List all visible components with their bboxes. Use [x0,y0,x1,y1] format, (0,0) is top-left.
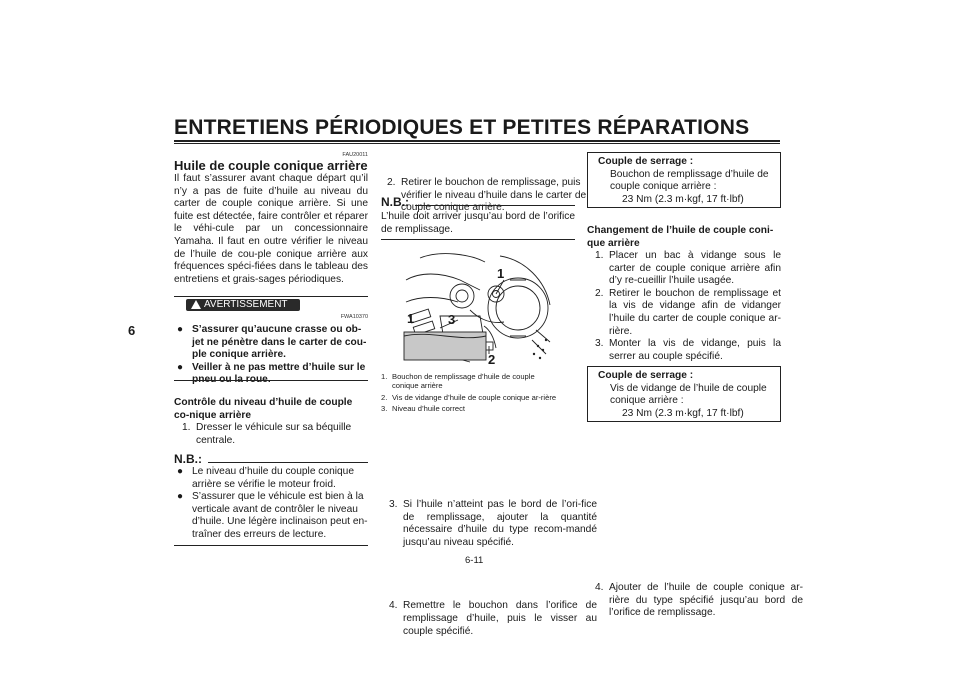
change-step-2: 2. Retirer le bouchon de remplissage et la vis de vidange afin de vidanger l’huile du carter de couple conique ar-rière. [595,287,781,337]
torque-item: Vis de vidange de l’huile de couple conique arrière : [610,382,767,407]
nb-rule [208,462,368,463]
callout-label: 1 [497,266,505,281]
section-code: FAU20011 [342,152,368,158]
torque-item: Bouchon de remplissage d’huile de couple conique arrière : [610,168,769,193]
step-number: 1. [182,422,191,433]
step-number: 2. [387,177,396,189]
warning-list [174,324,368,387]
warning-badge [186,299,300,311]
nb-label: N.B.: [174,452,202,466]
caption-item: 1. Bouchon de remplissage d’huile de couple conique arrière [381,372,535,391]
step-text: Si l’huile n’atteint pas le bord de l’ori-fice de remplissage, ajouter la quantité nécessaire d’huile du type recom-mandé jusqu’au niveau spécifié. [403,498,597,548]
step-text: Remettre le bouchon dans l’orifice de remplissage d’huile, puis le visser au couple spécifié. [403,600,597,637]
note-item: ● Le niveau d’huile du couple conique arrière se vérifie le moteur froid. [174,466,368,491]
caption-item: 3. Niveau d’huile correct [381,404,466,414]
step-text: Ajouter de l’huile de couple conique ar-rière du type spécifié jusqu’au bord de l’orifice de remplissage. [609,582,803,619]
note-item: ● S’assurer que le véhicule est bien à la verticale avant de contrôler le niveau d’huile. Une légère inclinaison peut en-traîner des erreurs de lecture. [174,491,368,541]
check-step-3 [381,499,597,549]
torque-value: 23 Nm (2.3 m·kgf, 17 ft·lbf) [622,407,744,419]
step-text: Dresser le véhicule sur sa béquille centrale. [196,422,352,446]
warning-label: AVERTISSEMENT [204,299,288,310]
callout-label: 1 [407,311,415,326]
drive-unit-figure [400,250,552,368]
nb-end-rule [381,239,575,240]
warning-item: ● Veiller à ne pas mettre d’huile sur le pneu ou la roue. [174,362,368,387]
check-step-1 [174,422,390,447]
torque-title: Couple de serrage : [598,370,694,381]
check-heading: Contrôle du niveau d’huile de couple co-nique arrière [174,397,353,421]
figure-captions [381,372,561,414]
torque-box-2 [587,366,781,422]
step-text: Retirer le bouchon de remplissage, puis vérifier le niveau d’huile dans le carter de couple conique arrière. [401,177,587,214]
change-steps [587,250,781,363]
change-step-4 [587,582,803,620]
chapter-number: 6 [128,323,136,338]
page-number: 6-11 [465,555,484,566]
torque-box-1 [587,152,781,208]
intro-paragraph: Il faut s’assurer avant chaque départ qu’il n’y a pas de fuite d’huile au niveau du carter de couple conique arrière. Si une fuite est détectée, faire contrôler et réparer le véhi-cule par un concessionnaire Yamaha. Il faut en outre vérifier le niveau de l’huile de cou-ple conique arrière aux fréquences spéci-fiées dans le tableau des entretiens et grais-sages périodiques. [174,173,368,285]
callout-label: 3 [448,312,456,327]
nb-label: N.B.: [381,195,409,209]
warning-item: ● S’assurer qu’aucune crasse ou ob-jet ne pénètre dans le carter de cou-ple conique arrière. [174,324,368,362]
nb-list [174,466,368,542]
title-rule [174,140,780,144]
callout-label: 2 [488,352,496,367]
nb-rule [415,205,575,206]
change-heading: Changement de l’huile de couple coni-que arrière [587,225,774,249]
warning-header [174,296,368,312]
nb-end-rule [174,545,368,546]
warning-code: FWA10370 [340,314,368,320]
warning-end-rule [174,380,368,381]
warning-icon [191,300,201,309]
nb-header-2 [381,193,575,211]
change-step-1: 1. Placer un bac à vidange sous le carter de couple conique arrière afin d’y re-cueillir l’huile usagée. [595,250,781,287]
section-heading: Huile de couple conique arrière [174,158,368,173]
nb-text: L’huile doit arriver jusqu’au bord de l’orifice de remplissage. [381,211,575,235]
caption-item: 2. Vis de vidange d’huile de couple conique ar-rière [381,392,557,402]
torque-title: Couple de serrage : [598,156,694,167]
change-step-3: 3. Monter la vis de vidange, puis la serrer au couple spécifié. [595,338,781,362]
step-number: 3. [389,498,398,510]
page-title: ENTRETIENS PÉRIODIQUES ET PETITES RÉPARATIONS [174,116,750,139]
torque-value: 23 Nm (2.3 m·kgf, 17 ft·lbf) [622,193,744,205]
gear-case-illustration [400,250,552,368]
check-step-4 [381,600,597,638]
step-number: 4. [389,600,398,612]
step-number: 4. [595,582,604,594]
